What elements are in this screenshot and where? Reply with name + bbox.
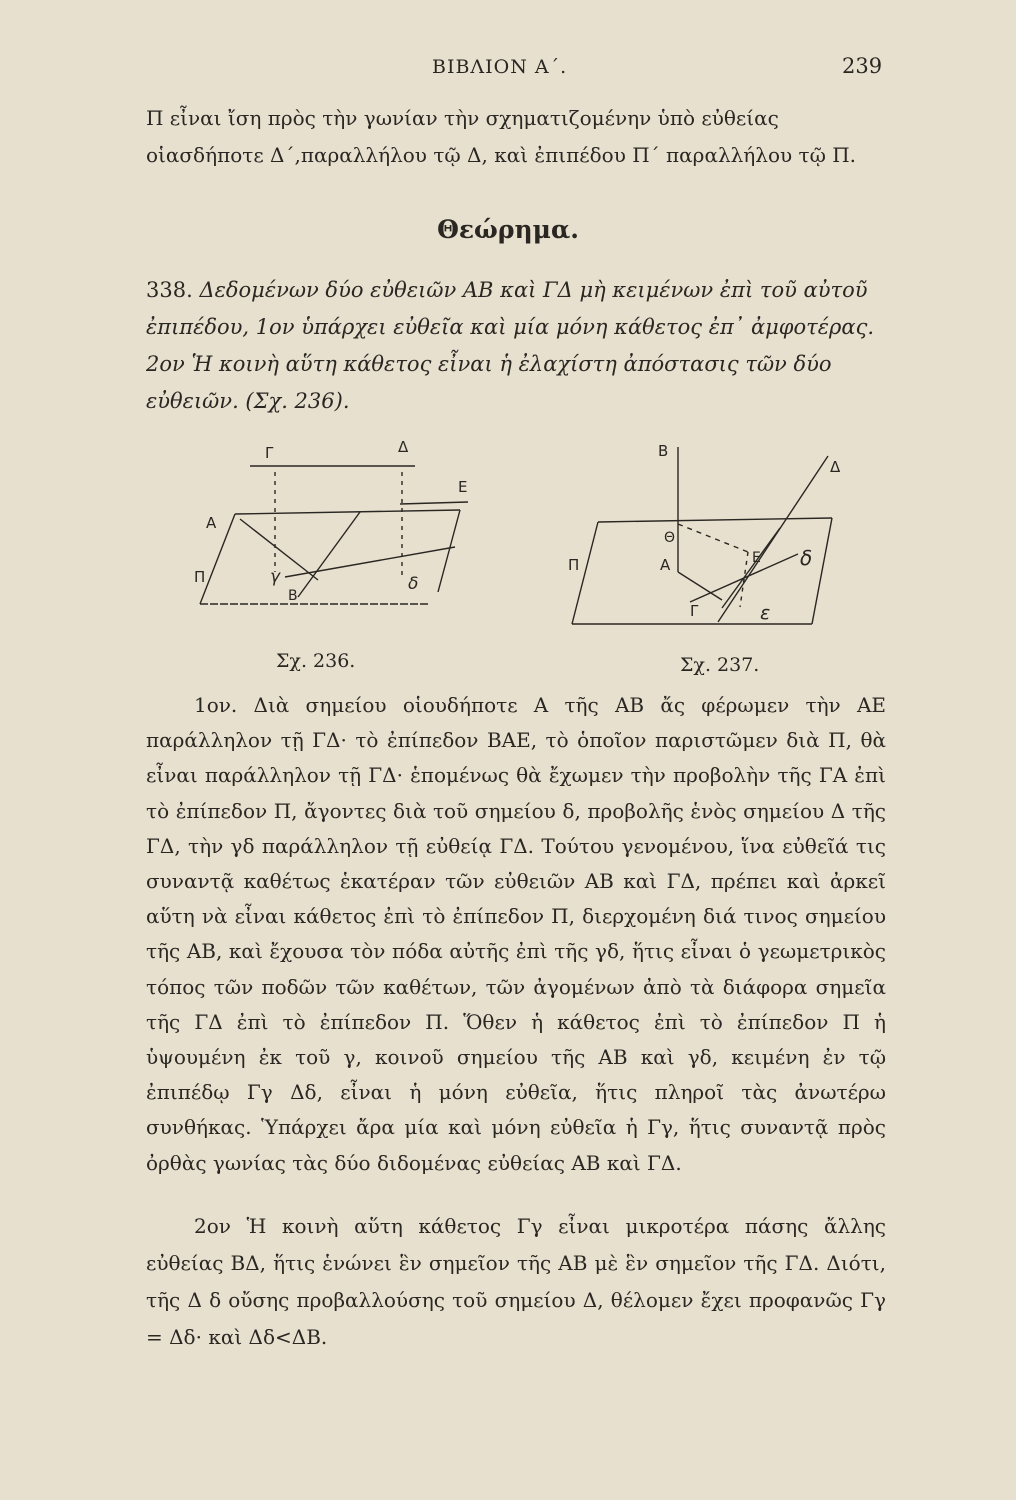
label-d: Δ (398, 438, 409, 456)
label-gamma: γ (270, 567, 281, 587)
theorem-number: 338. (146, 278, 193, 302)
label-epsilon: ε (760, 602, 771, 624)
label-e: Ε (458, 478, 468, 496)
theorem-heading: Θεώρημα. (437, 215, 579, 244)
label-g: Γ (690, 602, 699, 620)
line-gamma-delta (298, 512, 360, 597)
label-p: Π (568, 556, 580, 574)
line-ae (285, 547, 455, 577)
label-d: Δ (830, 458, 841, 476)
label-a: Α (206, 514, 217, 532)
label-delta: δ (408, 574, 419, 594)
figure-237 (560, 432, 860, 632)
label-theta: Θ (664, 530, 676, 546)
theorem-text: Δεδομένων δύο εὐθειῶν ΑΒ καὶ ΓΔ μὴ κειμένων ἐπὶ τοῦ αὐτοῦ ἐπιπέδου, 1ον ὑπάρχει εὐθεῖα καὶ μία μόνη κάθετος ἐπ᾽ ἀμφοτέρας. 2ον Ἡ κοινὴ αὕτη κάθετος εἶναι ἡ ἐλαχίστη ἀπόστασις τῶν δύο εὐθειῶν. (Σχ. 236). (146, 278, 875, 413)
plane-top-edge (598, 518, 832, 522)
plane-top-edge (235, 510, 460, 514)
common-perpendicular (678, 524, 748, 552)
segment-a-g (678, 572, 722, 600)
caption-236: Σχ. 236. (276, 650, 356, 672)
label-a: Α (660, 556, 671, 574)
proof-part-2: 2ον Ἡ κοινὴ αὕτη κάθετος Γγ εἶναι μικροτέρα πάσης ἄλλης εὐθείας ΒΔ, ἥτις ἑνώνει ἓν σημεῖον τῆς ΑΒ μὲ ἓν σημεῖον τῆς ΓΔ. Διότι, τῆς Δ δ οὔσης προβαλλούσης τοῦ σημείου Δ, θέλομεν ἔχει προφανῶς Γγ = Δδ· καὶ Δδ<ΔΒ. (146, 1214, 886, 1349)
page-header (0, 50, 1016, 90)
plane-right-edge (438, 510, 460, 592)
proof-part-1: 1ον. Διὰ σημείου οἱουδήποτε Α τῆς ΑΒ ἄς φέρωμεν τὴν ΑΕ παράλληλον τῇ ΓΔ· τὸ ἐπίπεδον ΒΑΕ, τὸ ὁποῖον παριστῶμεν διὰ Π, θὰ εἶναι παράλληλον τῇ ΓΔ· ἑπομένως θὰ ἔχωμεν τὴν προβολὴν τῆς ΓΑ ἐπὶ τὸ ἐπίπεδον Π, ἄγοντες διὰ τοῦ σημείου δ, προβολῆς ἑνὸς σημείου Δ τῆς ΓΔ, τὴν γδ παράλληλον τῇ εὐθείᾳ ΓΔ. Τούτου γενομένου, ἵνα εὐθεῖά τις συναντᾷ καθέτως ἑκατέραν τῶν εὐθειῶν ΑΒ καὶ ΓΔ, πρέπει καὶ ἀρκεῖ αὕτη νὰ εἶναι κάθετος ἐπὶ τὸ ἐπίπεδον Π, διερχομένη διά τινος σημείου τῆς ΑΒ, καὶ ἔχουσα τὸν πόδα αὐτῆς ἐπὶ τῆς γδ, ἥτις εἶναι ὁ γεωμετρικὸς τόπος τῶν ποδῶν τῶν καθέτων, τῶν ἀγομένων ἀπὸ τὰ διάφορα σημεῖα τῆς ΓΔ ἐπὶ τὸ ἐπίπεδον Π. Ὅθεν ἡ κάθετος ἐπὶ τὸ ἐπίπεδον Π ἡ ὑψουμένη ἐκ τοῦ γ, κοινοῦ σημείου τῆς ΑΒ καὶ γδ, κειμένη ἐν τῷ ἐπιπέδῳ Γγ Δδ, εἶναι ἡ μόνη εὐθεῖα, ἥτις πληροῖ τὰς ἀνωτέρω συνθήκας. Ὑπάρχει ἄρα μία καὶ μόνη εὐθεῖα ἡ Γγ, ἥτις συναντᾷ πρὸς ὀρθὰς γωνίας τὰς δύο διδομένας εὐθείας ΑΒ καὶ ΓΔ. (146, 693, 886, 1175)
theorem-statement (146, 272, 886, 420)
label-g: Γ (265, 444, 274, 462)
caption-237: Σχ. 237. (680, 654, 760, 676)
line-gd (718, 456, 828, 622)
label-b: Β (658, 442, 669, 460)
intro-paragraph: Π εἶναι ἴση πρὸς τὴν γωνίαν τὴν σχηματιζομένην ὑπὸ εὐθείας οἱασδήποτε Δ΄,παραλλήλου τῷ Δ, καὶ ἐπιπέδου Π΄ παραλλήλου τῷ Π. (146, 106, 857, 167)
line-ae-top (400, 502, 468, 504)
line-ed (722, 528, 780, 608)
label-b: Β (288, 588, 298, 604)
label-e: Ε (752, 550, 761, 566)
label-p: Π (194, 568, 206, 586)
running-title: ΒΙΒΛΙΟΝ Α΄. (432, 56, 568, 78)
figure-236 (190, 432, 480, 612)
label-delta: δ (800, 546, 813, 570)
page-number: 239 (842, 54, 883, 78)
plane-right-edge (812, 518, 832, 624)
